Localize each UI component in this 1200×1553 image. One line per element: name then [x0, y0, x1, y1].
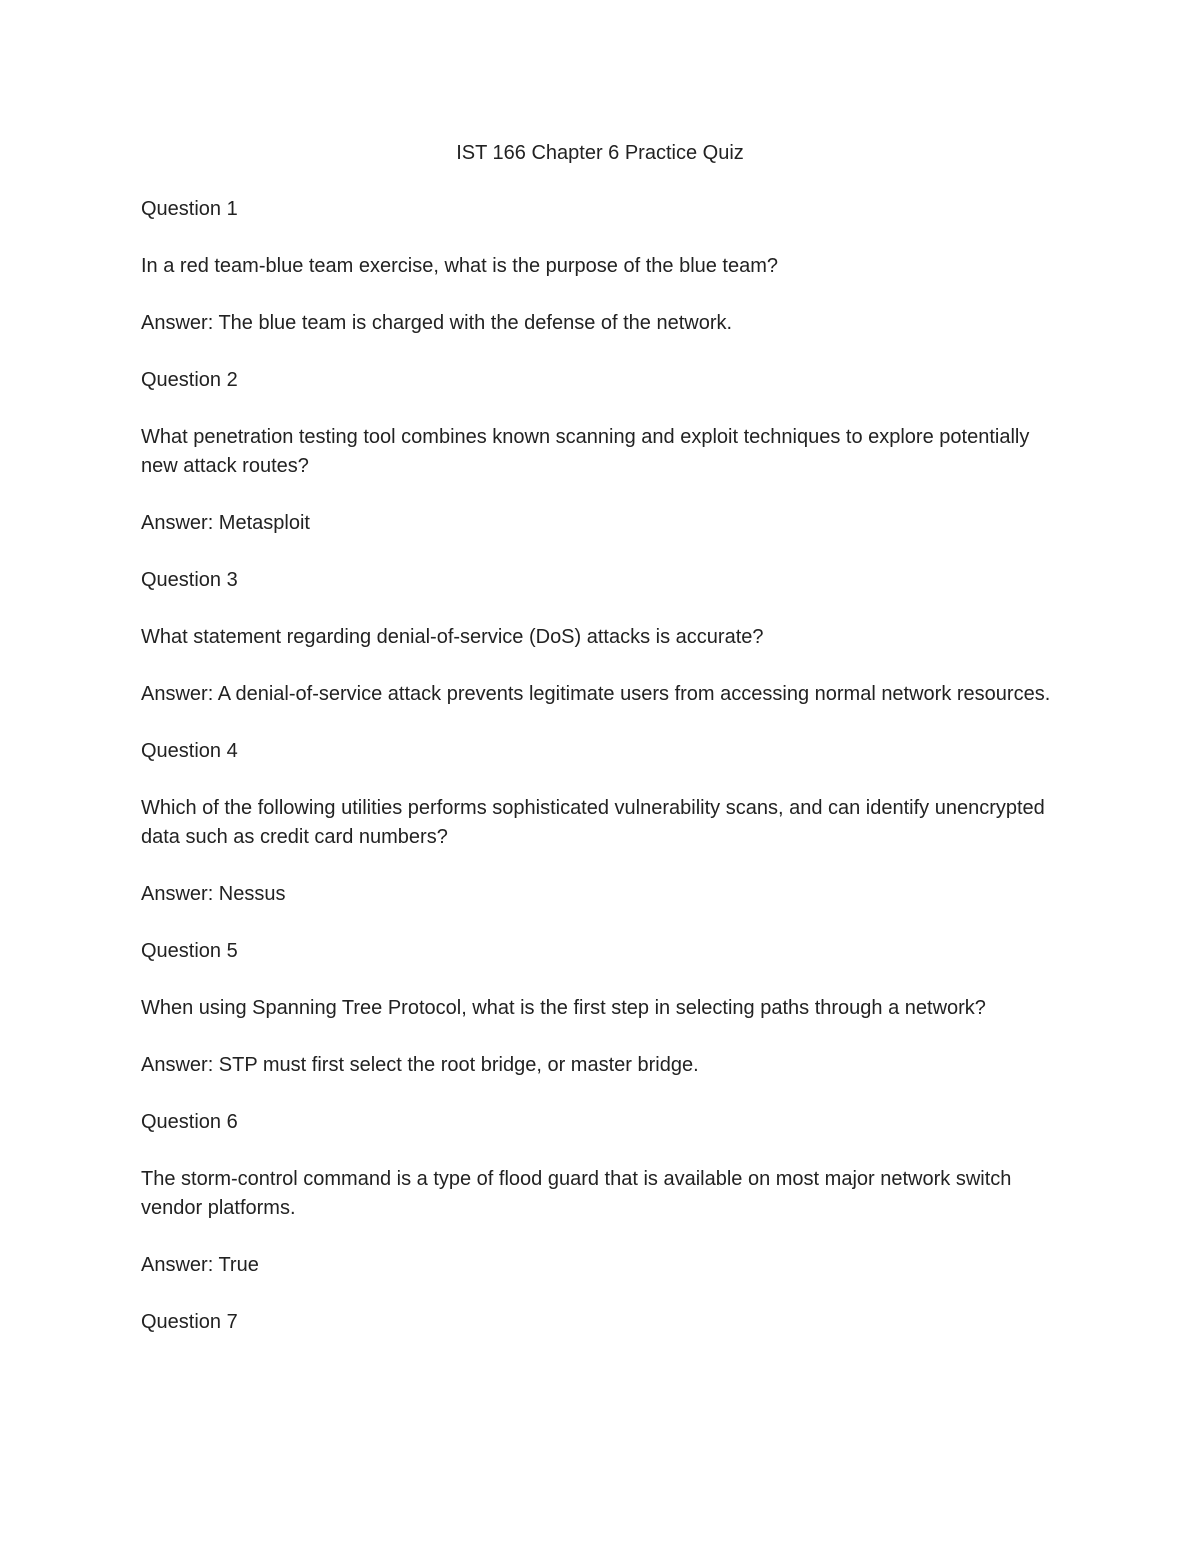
question-1-label: Question 1: [141, 198, 238, 220]
document-page: [141, 138, 1061, 1365]
question-3-text: What statement regarding denial-of-service (DoS) attacks is accurate?: [141, 626, 764, 648]
question-1-text: In a red team-blue team exercise, what is the purpose of the blue team?: [141, 255, 779, 277]
question-5-answer: Answer: STP must first select the root bridge, or master bridge.: [141, 1054, 699, 1076]
question-6-answer: Answer: True: [141, 1254, 259, 1276]
question-7-label: Question 7: [141, 1311, 238, 1333]
question-2-answer: Answer: Metasploit: [141, 512, 310, 534]
question-2-text: What penetration testing tool combines known scanning and exploit techniques to explore potentially new attack routes?: [141, 426, 1030, 477]
document-title: IST 166 Chapter 6 Practice Quiz: [456, 142, 744, 164]
question-4-text: Which of the following utilities performs sophisticated vulnerability scans, and can identify unencrypted data such as credit card numbers?: [141, 797, 1045, 848]
question-6-label: Question 6: [141, 1111, 238, 1133]
question-1-answer: Answer: The blue team is charged with the defense of the network.: [141, 312, 733, 334]
question-3-answer: Answer: A denial-of-service attack prevents legitimate users from accessing normal network resources.: [141, 683, 1051, 705]
question-5-text: When using Spanning Tree Protocol, what is the first step in selecting paths through a network?: [141, 997, 986, 1019]
question-6-text: The storm-control command is a type of flood guard that is available on most major network switch vendor platforms.: [141, 1168, 1012, 1219]
question-4-answer: Answer: Nessus: [141, 883, 286, 905]
question-4-label: Question 4: [141, 740, 238, 762]
question-3-label: Question 3: [141, 569, 238, 591]
question-2-label: Question 2: [141, 369, 238, 391]
question-5-label: Question 5: [141, 940, 238, 962]
